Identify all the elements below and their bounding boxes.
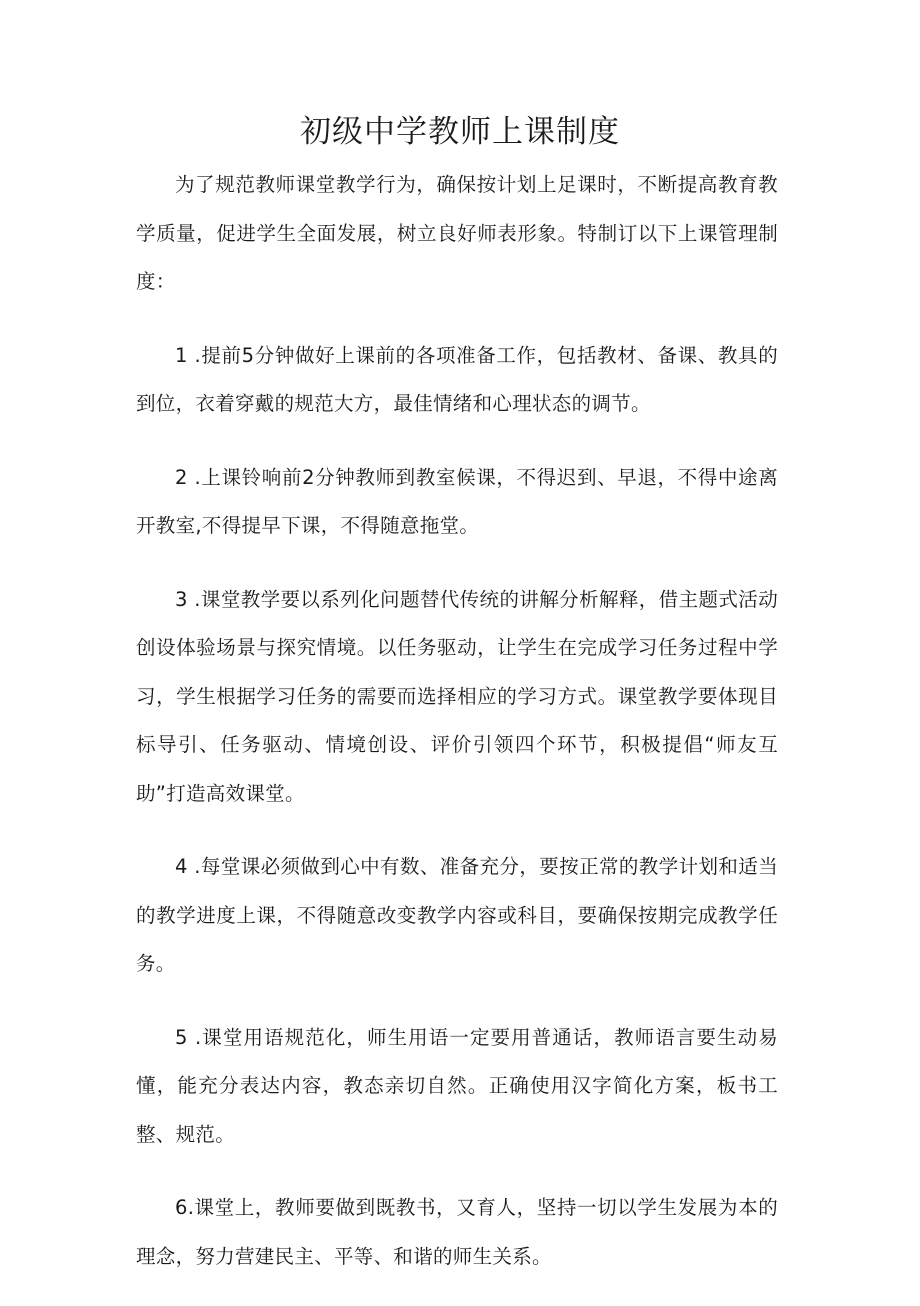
rule-paragraph-4: 4 .每堂课必须做到心中有数、准备充分，要按正常的教学计划和适当的教学进度上课，不得随意改变教学内容或科目，要确保按期完成教学任务。 bbox=[136, 855, 778, 975]
rule-paragraph-6: 6.课堂上，教师要做到既教书，又育人，坚持一切以学生发展为本的理念，努力营建民主、平等、和谐的师生关系。 bbox=[136, 1196, 778, 1268]
document-body bbox=[136, 161, 778, 1306]
rule-paragraph-3: 3 .课堂教学要以系列化问题替代传统的讲解分析解释，借主题式活动创设体验场景与探究情境。以任务驱动，让学生在完成学习任务过程中学习，学生根据学习任务的需要而选择相应的学习方式。课堂教学要体现目标导引、任务驱动、情境创设、评价引领四个环节，积极提倡“师友互助”打造高效课堂。 bbox=[136, 587, 778, 805]
document-title: 初级中学教师上课制度 bbox=[300, 114, 620, 150]
rule-paragraph-5: 5 .课堂用语规范化，师生用语一定要用普通话，教师语言要生动易懂，能充分表达内容，教态亲切自然。正确使用汉字简化方案，板书工整、规范。 bbox=[136, 1025, 778, 1146]
intro-paragraph: 为了规范教师课堂教学行为，确保按计划上足课时，不断提高教育教学质量，促进学生全面发展，树立良好师表形象。特制订以下上课管理制度： bbox=[136, 173, 778, 293]
rule-paragraph-2: 2 .上课铃响前2分钟教师到教室候课，不得迟到、早退，不得中途离开教室,不得提早下课，不得随意拖堂。 bbox=[136, 465, 778, 537]
rule-paragraph-1: 1 .提前5分钟做好上课前的各项准备工作，包括教材、备课、教具的到位，衣着穿戴的规范大方，最佳情绪和心理状态的调节。 bbox=[136, 343, 778, 415]
